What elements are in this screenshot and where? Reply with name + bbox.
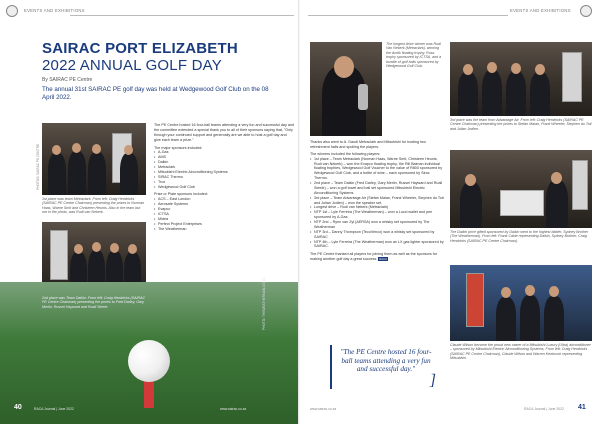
section-label-left: EVENTS AND EXHIBITIONS [24,8,85,13]
sairac-banner [50,230,68,280]
major-sponsors-list [154,150,294,189]
list-item: • ICTSA [154,212,294,217]
caption-1: 1st place was team Metraclark. From left: Craig Hendricks (SAIRAC PE Centre Chairman) presenting the prizes to Norman Haas, Warne Smit and Christeen Heunis. Also in the team but not in the photo, was Rudi van Nekerk. [42,197,145,215]
list-item: • Perfect Project Enterprises [154,222,294,227]
header-rule [308,15,508,16]
list-item: • NTP 4th – Lyle Ferreira (The Weatherman) won an LX gas lighter sponsored by SAIRAC. [310,240,444,250]
photo-longest-drive [310,42,382,136]
list-item: • The Weatherman [154,227,294,232]
list-item: • A-Gas [154,150,294,155]
list-item: • Midea [154,217,294,222]
sairac-logo [6,5,18,17]
prize-sponsors-list [154,197,294,231]
list-item: • Daikin [154,160,294,165]
sairac-logo [580,5,592,17]
winners-heading: The winners included the following players: [310,151,381,156]
caption-3: The longest drive winner was Rudi Van Nekerk (Metraclark), winning the Amtik floating trophy. Russ trophy sponsored by ICTSA, and a bundle of golf balls sponsored by Wedgewood Golf Club. [386,42,442,69]
magazine-footer-right: RACA Journal | June 2022 [524,407,564,411]
article-byline: By SAIRAC PE Centre [42,77,93,83]
sairac-banner [572,160,588,210]
list-item: • NTP 1st – Lyle Ferreira (The Weatherman) – won a Lucci wallet and pen sponsored by A-Gas. [310,210,444,220]
article-title-line1: SAIRAC PORT ELIZABETH [42,40,238,57]
list-item: • SIRAC Thermo [154,175,294,180]
prize-box [500,190,544,216]
photo-daikin-prize [450,150,592,228]
photo-credit-1: PHOTOS: SAIRAC PE CENTRE [36,143,40,190]
magazine-footer-left: RACA Journal | June 2022 [34,407,74,411]
header-rule [70,15,294,16]
list-item: • Trox [154,180,294,185]
pull-quote [330,345,440,389]
list-item: • ACS – East London [154,197,294,202]
list-item: • AMS [154,155,294,160]
pull-quote-text: "The PE Centre hosted 16 four-ball teams attending a very fun and successful day." [340,348,432,374]
section-label-right: EVENTS AND EXHIBITIONS [510,8,571,13]
golf-ball [128,340,170,382]
mitsubishi-banner [466,273,484,327]
caption-4: 3rd place was the team from Advantage Air. From left: Craig Hendricks (SAIRAC PE Centre Chairman) presenting the prizes to Stefan Malan, Frank Wheeler, Stephen du Toit and Julian Jodlen. [450,118,592,131]
photo-third-place-team [450,42,592,116]
list-item: • 2nd place – Team Daikin (Fred Darley, Gary Merlin, Russel Hayward and Ruall Steele) – won a golf towel and ball set sponsored Mitsubishi Electric Airconditioning Systems. [310,181,444,196]
list-item: • Mitsubishi Electric Airconditioning Systems [154,170,294,175]
list-item: • 3rd place – Team Advantage Air (Stefan Malan, Frank Wheeler, Stephen du Toit and Julian Jodlen) – won the speaker set. [310,196,444,206]
url-footer-left: www.sairac.co.za [220,407,247,411]
end-mark: RACA [379,257,388,262]
winners-list [310,157,444,250]
sairac-banner [562,52,582,102]
golf-tee [144,378,154,408]
list-item: • Evapco [154,207,294,212]
body-column-right [310,140,444,262]
major-sponsors-heading: The major sponsors included: [154,145,203,150]
caption-2: 2nd place was Team Daikin. From left: Craig Hendricks (SAIRAC PE Centre Chairman) presenting the prizes to Fred Darley, Gary Merlin, Russel Hayward and Ruall Steele. [42,296,146,309]
list-item: • NTP 3rd – Danny Thompson (TecoVenco) won a whisky set sponsored by SAIRAC [310,230,444,240]
caption-6: Claude Wilson became the proud new owner of a Mitsubishi Luxury (Ultra) airconditioner – sponsored by Mitsubishi Electric Airconditioning Systems. From left: Craig Hendricks (SAIRAC PE Centre Chairman), Claude Wilson and Warren Kenbrook representing Mitsubishi. [450,343,591,361]
page-number-left: 40 [14,404,22,411]
page-number-right: 41 [578,404,586,411]
closing-paragraph: The PE Centre thanked all players for joining them as well as the sponsors for making another golf day a great success. [310,252,438,262]
right-page [300,0,600,424]
url-footer-right: www.sairac.co.za [310,407,337,411]
photo-mitsubishi-prize [450,265,592,341]
list-item: • Metraclark [154,165,294,170]
list-item: • Wedgewood Golf Club [154,185,294,190]
article-intro: The annual 31st SAIRAC PE golf day was held at Wedgewood Golf Club on the 08 April 2022. [42,86,269,101]
caption-5: The Daikin price gifted sponsored by Daikin went to the highest bidder, Sydney Brother (The Weatherman). From left: Frank Cakie representing Daikin, Sydney Brother, Craig Hendricks (SAIRAC PE Centre Chairman). [450,230,589,243]
quote-mark-icon: ] [429,372,436,389]
list-item: • NTP 2nd – Rynn van Zyl (AERSA) won a whisky set sponsored by The Weatherman [310,220,444,230]
photo-credit-2: PHOTO: THEWEATHERMAN.CO.ZA [262,277,266,330]
list-item: • Longest drive – Rudi van Nekerk (Metraclark) [310,205,444,210]
trophy-icon [358,84,368,110]
article-title-line2: 2022 ANNUAL GOLF DAY [42,57,222,74]
list-item: • Aerosafe Systems [154,202,294,207]
photo-first-place-team [42,123,146,195]
body-paragraph-1: The PE Centre hosted 16 four-ball teams attending a very fun and successful day and the committee extended a special thank you to all of their sponsors saying that, "Only through your continued support and generosity are we able to host a golf day and give each team a prize." [154,123,295,142]
winners-intro: Thanks also went to A. Gaudi Metraclark and Mitsubishi for hosting two refreshment halls and spoiling the players. [310,140,426,149]
list-item: • 1st place – Team Metraclark (Norman Haas, Warne Smit, Christeen Heunis, Rudi van Nekerk) – won the Evapco floating trophy, the Rill Baiman individual floating trophies, Wedgewood Golf Voucher to the value of R800 sponsored by Wedgewood Golf Club, and a bottle of wine – each sponsored by Sirac Thermo. [310,157,444,181]
prize-sponsors-heading: Prize or Plate sponsors included: [154,192,208,197]
body-column-left [154,123,294,231]
